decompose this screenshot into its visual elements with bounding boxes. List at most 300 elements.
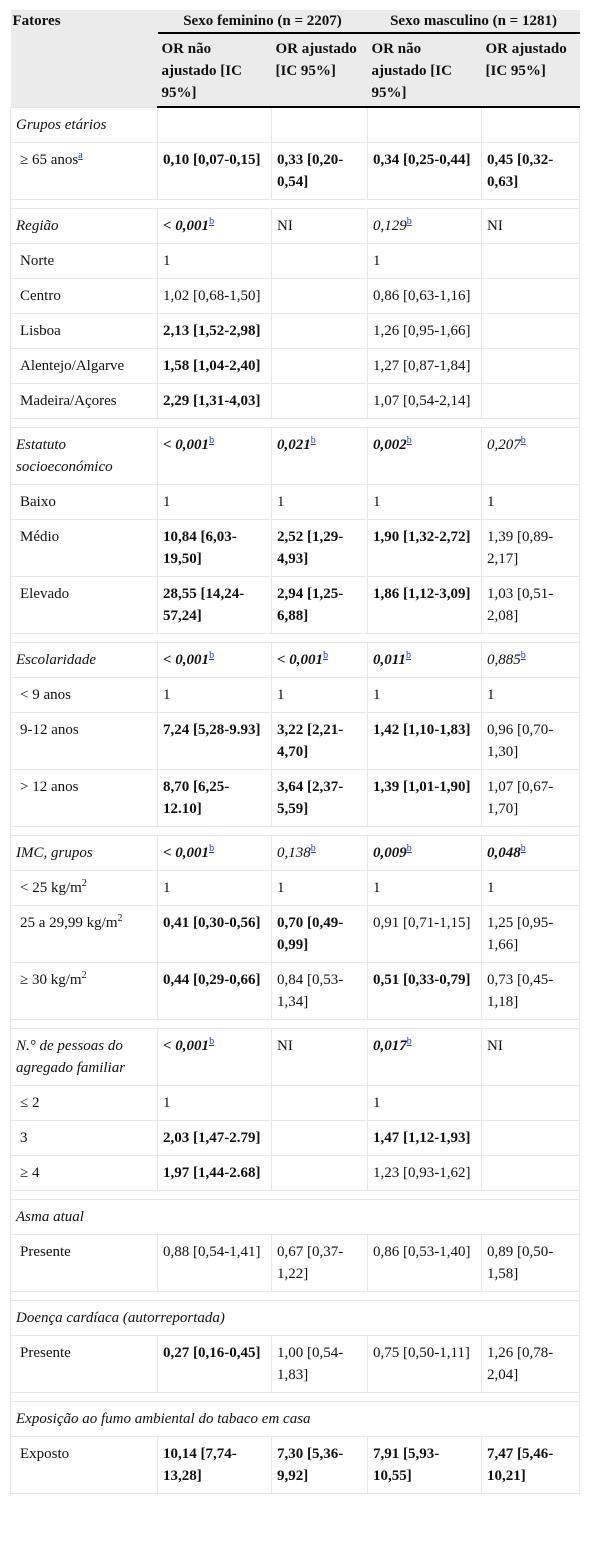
value-cell xyxy=(158,107,272,142)
value-text: 0,129 xyxy=(373,217,407,234)
value-text: 1 xyxy=(373,1094,381,1111)
value-cell xyxy=(158,1335,272,1392)
value-text: 10,84 [6,03-19,50] xyxy=(163,528,237,567)
value-cell xyxy=(482,677,580,712)
value-text: 0,44 [0,29-0,66] xyxy=(163,971,261,988)
value-cell xyxy=(272,576,368,633)
value-text: 0,45 [0,32-0,63] xyxy=(487,151,554,190)
footnote-link[interactable]: b xyxy=(209,1035,215,1047)
section-row xyxy=(11,208,580,243)
value-text: < 0,001 xyxy=(163,217,210,234)
header-fatores: Fatores xyxy=(11,10,158,107)
value-text: 0,88 [0,54-1,41] xyxy=(163,1243,261,1260)
footnote-link[interactable]: b xyxy=(520,842,526,854)
value-text: < 0,001 xyxy=(163,651,210,668)
value-cell xyxy=(368,712,482,769)
label-text: Asma atual xyxy=(16,1208,84,1225)
value-text: 1,02 [0,68-1,50] xyxy=(163,287,261,304)
row-label xyxy=(11,905,158,962)
label-text: Exposição ao fumo ambiental do tabaco em casa xyxy=(16,1410,311,1427)
footnote-link[interactable]: b xyxy=(209,842,215,854)
value-cell xyxy=(158,383,272,418)
label-text: Lisboa xyxy=(20,322,61,339)
value-cell xyxy=(272,835,368,870)
row-label xyxy=(11,576,158,633)
value-cell xyxy=(482,1436,580,1493)
value-text: < 0,001 xyxy=(277,651,324,668)
spacer-cell xyxy=(11,1291,580,1300)
footnote-link[interactable]: b xyxy=(406,842,412,854)
footnote-link[interactable]: b xyxy=(209,649,215,661)
value-text: 0,73 [0,45-1,18] xyxy=(487,971,554,1010)
label-text: Madeira/Açores xyxy=(20,392,117,409)
value-text: 1 xyxy=(163,493,171,510)
value-text: 0,70 [0,49-0,99] xyxy=(277,914,344,953)
value-cell xyxy=(158,1028,272,1085)
value-text: 2,94 [1,25-6,88] xyxy=(277,585,344,624)
row-label xyxy=(11,519,158,576)
table-row xyxy=(11,383,580,418)
value-text: 0,75 [0,50-1,11] xyxy=(373,1344,470,1361)
value-cell xyxy=(272,278,368,313)
table-row xyxy=(11,484,580,519)
row-label xyxy=(11,769,158,826)
section-row xyxy=(11,427,580,484)
value-cell xyxy=(482,769,580,826)
value-cell xyxy=(482,1155,580,1190)
value-cell xyxy=(158,243,272,278)
value-text: 0,017 xyxy=(373,1037,407,1054)
footnote-link[interactable]: b xyxy=(520,649,526,661)
row-label xyxy=(11,313,158,348)
label-text: N.° de pessoas do agregado familiar xyxy=(16,1037,126,1076)
value-cell xyxy=(158,519,272,576)
spacer-cell xyxy=(11,1190,580,1199)
label-text: Baixo xyxy=(20,493,56,510)
section-row xyxy=(11,1199,580,1234)
section-label xyxy=(11,427,158,484)
value-cell xyxy=(158,1085,272,1120)
header-female-or-unadjusted: OR não ajustado [IC 95%] xyxy=(158,33,272,107)
table-row xyxy=(11,142,580,199)
value-text: 1 xyxy=(373,879,381,896)
value-cell xyxy=(368,1436,482,1493)
value-cell xyxy=(272,243,368,278)
spacer-row xyxy=(11,826,580,835)
label-text: Doença cardíaca (autorreportada) xyxy=(16,1309,225,1326)
value-cell xyxy=(482,383,580,418)
value-text: 1,27 [0,87-1,84] xyxy=(373,357,471,374)
value-text: 0,048 xyxy=(487,844,521,861)
section-label xyxy=(11,835,158,870)
value-cell xyxy=(482,427,580,484)
table-row xyxy=(11,870,580,905)
row-label xyxy=(11,348,158,383)
value-cell xyxy=(158,835,272,870)
footnote-link[interactable]: b xyxy=(310,842,316,854)
value-cell xyxy=(368,484,482,519)
unit-superscript: 2 xyxy=(117,912,123,924)
label-text: 3 xyxy=(20,1129,28,1146)
value-cell xyxy=(482,870,580,905)
table-row xyxy=(11,313,580,348)
spacer-cell xyxy=(11,633,580,642)
value-cell xyxy=(482,1120,580,1155)
value-text: < 0,001 xyxy=(163,844,210,861)
table-row xyxy=(11,278,580,313)
table-row xyxy=(11,519,580,576)
row-label xyxy=(11,1335,158,1392)
label-text: 9-12 anos xyxy=(20,721,79,738)
footnote-link[interactable]: b xyxy=(406,215,412,227)
table-row xyxy=(11,576,580,633)
value-cell xyxy=(368,769,482,826)
value-text: 1 xyxy=(163,1094,171,1111)
table-row xyxy=(11,1234,580,1291)
value-cell xyxy=(482,142,580,199)
label-text: Médio xyxy=(20,528,60,545)
value-cell xyxy=(272,712,368,769)
value-cell xyxy=(482,519,580,576)
value-cell xyxy=(158,313,272,348)
unit-superscript: 2 xyxy=(81,877,87,889)
value-cell xyxy=(482,576,580,633)
row-label xyxy=(11,142,158,199)
value-cell xyxy=(272,142,368,199)
value-text: 7,91 [5,93-10,55] xyxy=(373,1445,440,1484)
unit-superscript: 2 xyxy=(81,969,87,981)
label-text: < 9 anos xyxy=(20,686,71,703)
value-cell xyxy=(482,484,580,519)
header-male-or-unadjusted: OR não ajustado [IC 95%] xyxy=(368,33,482,107)
value-text: 0,91 [0,71-1,15] xyxy=(373,914,471,931)
footnote-link[interactable]: b xyxy=(406,1035,412,1047)
label-text: > 12 anos xyxy=(20,778,79,795)
value-text: 0,67 [0,37-1,22] xyxy=(277,1243,344,1282)
table-row xyxy=(11,769,580,826)
footnote-link[interactable]: b xyxy=(310,434,316,446)
value-text: 0,207 xyxy=(487,436,521,453)
label-text: ≤ 2 xyxy=(20,1094,40,1111)
value-cell xyxy=(482,243,580,278)
value-cell xyxy=(158,576,272,633)
value-text: NI xyxy=(487,217,503,234)
value-cell xyxy=(368,348,482,383)
value-text: 1,47 [1,12-1,93] xyxy=(373,1129,471,1146)
value-cell xyxy=(368,1234,482,1291)
table-header xyxy=(11,10,580,107)
table-row xyxy=(11,348,580,383)
section-row xyxy=(11,642,580,677)
value-text: 0,138 xyxy=(277,844,311,861)
value-text: 2,13 [1,52-2,98] xyxy=(163,322,261,339)
value-text: 3,64 [2,37-5,59] xyxy=(277,778,344,817)
value-text: 0,86 [0,53-1,40] xyxy=(373,1243,471,1260)
row-label xyxy=(11,1234,158,1291)
spacer-cell xyxy=(11,1019,580,1028)
value-text: 1,25 [0,95-1,66] xyxy=(487,914,554,953)
value-cell xyxy=(368,905,482,962)
table-row xyxy=(11,1436,580,1493)
value-text: 0,96 [0,70-1,30] xyxy=(487,721,554,760)
odds-ratio-table xyxy=(10,10,580,1494)
value-cell xyxy=(482,642,580,677)
value-cell xyxy=(272,1120,368,1155)
value-text: 0,89 [0,50-1,58] xyxy=(487,1243,554,1282)
value-cell xyxy=(368,835,482,870)
value-cell xyxy=(368,243,482,278)
value-cell xyxy=(272,208,368,243)
section-row xyxy=(11,1300,580,1335)
value-text: 0,41 [0,30-0,56] xyxy=(163,914,261,931)
label-text: 25 a 29,99 kg/m xyxy=(20,914,118,931)
label-text: < 25 kg/m xyxy=(20,879,82,896)
value-text: 2,52 [1,29-4,93] xyxy=(277,528,344,567)
value-text: NI xyxy=(277,1037,293,1054)
value-text: 1 xyxy=(487,493,495,510)
value-text: < 0,001 xyxy=(163,436,210,453)
value-text: 1,03 [0,51-2,08] xyxy=(487,585,554,624)
value-cell xyxy=(158,642,272,677)
value-cell xyxy=(482,278,580,313)
value-cell xyxy=(368,1028,482,1085)
row-label xyxy=(11,870,158,905)
value-cell xyxy=(158,208,272,243)
value-text: NI xyxy=(277,217,293,234)
value-cell xyxy=(482,107,580,142)
value-text: 1,58 [1,04-2,40] xyxy=(163,357,261,374)
label-text: ≥ 65 anos xyxy=(20,151,79,168)
value-text: 7,30 [5,36-9,92] xyxy=(277,1445,344,1484)
table-row xyxy=(11,712,580,769)
row-label xyxy=(11,677,158,712)
row-label xyxy=(11,383,158,418)
value-text: 0,002 xyxy=(373,436,407,453)
value-cell xyxy=(482,712,580,769)
label-text: IMC, grupos xyxy=(16,844,93,861)
row-label xyxy=(11,1436,158,1493)
value-cell xyxy=(368,677,482,712)
spacer-cell xyxy=(11,418,580,427)
value-cell xyxy=(272,519,368,576)
label-text: Região xyxy=(16,217,59,234)
value-text: 0,021 xyxy=(277,436,311,453)
value-cell xyxy=(368,142,482,199)
value-text: 0,51 [0,33-0,79] xyxy=(373,971,471,988)
value-text: 0,34 [0,25-0,44] xyxy=(373,151,471,168)
footnote-link[interactable]: b xyxy=(323,649,329,661)
value-cell xyxy=(482,348,580,383)
label-text: Presente xyxy=(20,1243,71,1260)
value-cell xyxy=(158,278,272,313)
value-text: 1,07 [0,67-1,70] xyxy=(487,778,554,817)
table-body xyxy=(11,107,580,1493)
value-cell xyxy=(158,905,272,962)
footnote-link[interactable]: a xyxy=(78,149,83,161)
value-cell xyxy=(368,1155,482,1190)
value-cell xyxy=(272,905,368,962)
value-text: 1,86 [1,12-3,09] xyxy=(373,585,471,602)
value-text: < 0,001 xyxy=(163,1037,210,1054)
section-row xyxy=(11,107,580,142)
row-label xyxy=(11,1120,158,1155)
value-text: 1 xyxy=(163,252,171,269)
table-row xyxy=(11,1335,580,1392)
value-text: 0,009 xyxy=(373,844,407,861)
spacer-row xyxy=(11,1392,580,1401)
value-text: 10,14 [7,74-13,28] xyxy=(163,1445,237,1484)
value-cell xyxy=(368,1120,482,1155)
value-cell xyxy=(368,642,482,677)
row-label xyxy=(11,243,158,278)
label-text: Estatuto socioeconómico xyxy=(16,436,113,475)
spacer-row xyxy=(11,1190,580,1199)
value-text: 1 xyxy=(487,879,495,896)
value-text: 1,39 [1,01-1,90] xyxy=(373,778,471,795)
section-row xyxy=(11,835,580,870)
value-text: 28,55 [14,24-57,24] xyxy=(163,585,245,624)
value-text: 0,33 [0,20-0,54] xyxy=(277,151,344,190)
value-cell xyxy=(272,1028,368,1085)
value-cell xyxy=(482,313,580,348)
table-row xyxy=(11,1155,580,1190)
value-text: 2,29 [1,31-4,03] xyxy=(163,392,261,409)
value-cell xyxy=(272,870,368,905)
value-text: 1 xyxy=(487,686,495,703)
spacer-row xyxy=(11,418,580,427)
value-cell xyxy=(482,835,580,870)
value-cell xyxy=(272,962,368,1019)
section-label xyxy=(11,1028,158,1085)
value-cell xyxy=(482,1028,580,1085)
value-text: 1,23 [0,93-1,62] xyxy=(373,1164,471,1181)
row-label xyxy=(11,962,158,1019)
value-cell xyxy=(272,642,368,677)
value-cell xyxy=(482,1335,580,1392)
value-cell xyxy=(272,769,368,826)
header-male-or-adjusted: OR ajustado [IC 95%] xyxy=(482,33,580,107)
value-text: 1,07 [0,54-2,14] xyxy=(373,392,471,409)
label-text: Norte xyxy=(20,252,55,269)
value-cell xyxy=(272,1085,368,1120)
value-cell xyxy=(158,677,272,712)
value-cell xyxy=(158,142,272,199)
value-text: 1 xyxy=(373,493,381,510)
value-cell xyxy=(158,1436,272,1493)
value-cell xyxy=(368,1085,482,1120)
value-cell xyxy=(158,1155,272,1190)
value-cell xyxy=(272,313,368,348)
value-text: 1 xyxy=(163,879,171,896)
label-text: Escolaridade xyxy=(16,651,96,668)
label-text: Exposto xyxy=(20,1445,70,1462)
spacer-row xyxy=(11,1291,580,1300)
spacer-row xyxy=(11,633,580,642)
label-text: ≥ 4 xyxy=(20,1164,40,1181)
value-cell xyxy=(158,712,272,769)
value-cell xyxy=(482,1085,580,1120)
value-cell xyxy=(272,1155,368,1190)
value-text: 0,27 [0,16-0,45] xyxy=(163,1344,261,1361)
value-text: 3,22 [2,21-4,70] xyxy=(277,721,344,760)
value-text: 1,26 [0,95-1,66] xyxy=(373,322,471,339)
value-cell xyxy=(368,383,482,418)
value-cell xyxy=(158,484,272,519)
value-text: 1,42 [1,10-1,83] xyxy=(373,721,471,738)
section-label xyxy=(11,1199,580,1234)
spacer-cell xyxy=(11,1392,580,1401)
footnote-link[interactable]: b xyxy=(209,434,215,446)
value-text: 1 xyxy=(373,686,381,703)
value-text: 0,10 [0,07-0,15] xyxy=(163,151,261,168)
label-text: Grupos etários xyxy=(16,116,107,133)
value-cell xyxy=(272,1234,368,1291)
spacer-cell xyxy=(11,826,580,835)
value-cell xyxy=(368,278,482,313)
value-cell xyxy=(158,769,272,826)
value-cell xyxy=(158,1234,272,1291)
value-cell xyxy=(482,208,580,243)
value-text: 0,011 xyxy=(373,651,406,668)
row-label xyxy=(11,1155,158,1190)
header-female-or-adjusted: OR ajustado [IC 95%] xyxy=(272,33,368,107)
value-cell xyxy=(272,677,368,712)
value-cell xyxy=(368,208,482,243)
value-text: 1,00 [0,54-1,83] xyxy=(277,1344,344,1383)
value-cell xyxy=(368,962,482,1019)
value-text: 1 xyxy=(277,493,285,510)
spacer-cell xyxy=(11,199,580,208)
footnote-link[interactable]: b xyxy=(405,649,411,661)
footnote-link[interactable]: b xyxy=(209,215,215,227)
label-text: Alentejo/Algarve xyxy=(20,357,125,374)
value-text: NI xyxy=(487,1037,503,1054)
row-label xyxy=(11,484,158,519)
value-text: 1 xyxy=(277,879,285,896)
value-cell xyxy=(272,427,368,484)
section-label xyxy=(11,1401,580,1436)
value-text: 8,70 [6,25-12.10] xyxy=(163,778,230,817)
value-cell xyxy=(158,348,272,383)
footnote-link[interactable]: b xyxy=(520,434,526,446)
table-row xyxy=(11,1120,580,1155)
value-cell xyxy=(368,313,482,348)
value-cell xyxy=(272,383,368,418)
value-text: 1,39 [0,89-2,17] xyxy=(487,528,554,567)
value-cell xyxy=(158,427,272,484)
footnote-link[interactable]: b xyxy=(406,434,412,446)
value-text: 0,885 xyxy=(487,651,521,668)
table-row xyxy=(11,677,580,712)
value-cell xyxy=(482,1234,580,1291)
value-text: 1,26 [0,78-2,04] xyxy=(487,1344,554,1383)
value-text: 7,24 [5,28-9.93] xyxy=(163,721,261,738)
value-cell xyxy=(368,107,482,142)
table-row xyxy=(11,243,580,278)
value-text: 1 xyxy=(277,686,285,703)
label-text: Elevado xyxy=(20,585,70,602)
value-cell xyxy=(368,427,482,484)
value-cell xyxy=(368,519,482,576)
value-cell xyxy=(158,962,272,1019)
value-text: 1,97 [1,44-2.68] xyxy=(163,1164,261,1181)
value-cell xyxy=(368,576,482,633)
label-text: Centro xyxy=(20,287,61,304)
value-text: 2,03 [1,47-2.79] xyxy=(163,1129,261,1146)
table-row xyxy=(11,905,580,962)
value-text: 1 xyxy=(373,252,381,269)
value-cell xyxy=(482,962,580,1019)
